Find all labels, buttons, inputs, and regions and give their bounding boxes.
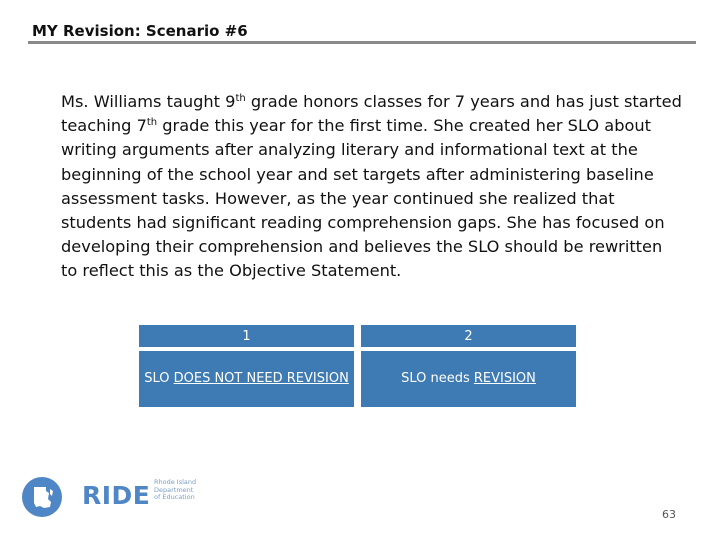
scenario-text bbox=[61, 90, 683, 284]
scenario-sup-1: th bbox=[235, 93, 246, 104]
logo-subtext bbox=[154, 479, 214, 502]
option-1-number[interactable]: 1 bbox=[139, 325, 354, 349]
scenario-sup-2: th bbox=[146, 117, 158, 129]
title-divider bbox=[28, 41, 696, 44]
option-1-button[interactable] bbox=[139, 351, 354, 407]
page-title: MY Revision: Scenario #6 bbox=[32, 22, 248, 40]
option-2-label bbox=[401, 370, 536, 388]
logo-sub-line-2: Department bbox=[154, 485, 194, 494]
scenario-part-2: grade honors classes for 7 years and has just started teaching 7 bbox=[61, 92, 682, 136]
page-number: 63 bbox=[662, 508, 676, 521]
logo-wordmark: RIDE bbox=[82, 481, 151, 510]
logo-sub-line-3: of Education bbox=[154, 493, 195, 501]
ride-logo bbox=[20, 475, 197, 519]
scenario-part-1: Ms. Williams taught 9 bbox=[61, 92, 236, 111]
option-2-label-underlined: REVISION bbox=[473, 371, 536, 386]
option-2-number[interactable]: 2 bbox=[361, 325, 576, 349]
option-2-label-plain: SLO needs bbox=[401, 371, 474, 386]
option-1-label-plain: SLO bbox=[144, 371, 174, 386]
option-2-button[interactable] bbox=[361, 351, 576, 407]
logo-sub-line-1: Rhode Island bbox=[154, 478, 197, 486]
scenario-part-3: grade this year for the first time. She created her SLO about writing arguments after analyzing literary and informational text at the beginning of the school year and set targets after administering baseline assessment tasks. However, as the year continued she realized that students had significant reading comprehension gaps. She has focused on developing their comprehension and believes the SLO should be rewritten to reflect this as the Objective Statement. bbox=[61, 116, 665, 281]
option-1-label bbox=[144, 370, 349, 388]
rhode-island-icon bbox=[20, 475, 64, 519]
option-1-label-underlined: DOES NOT NEED REVISION bbox=[173, 371, 349, 386]
